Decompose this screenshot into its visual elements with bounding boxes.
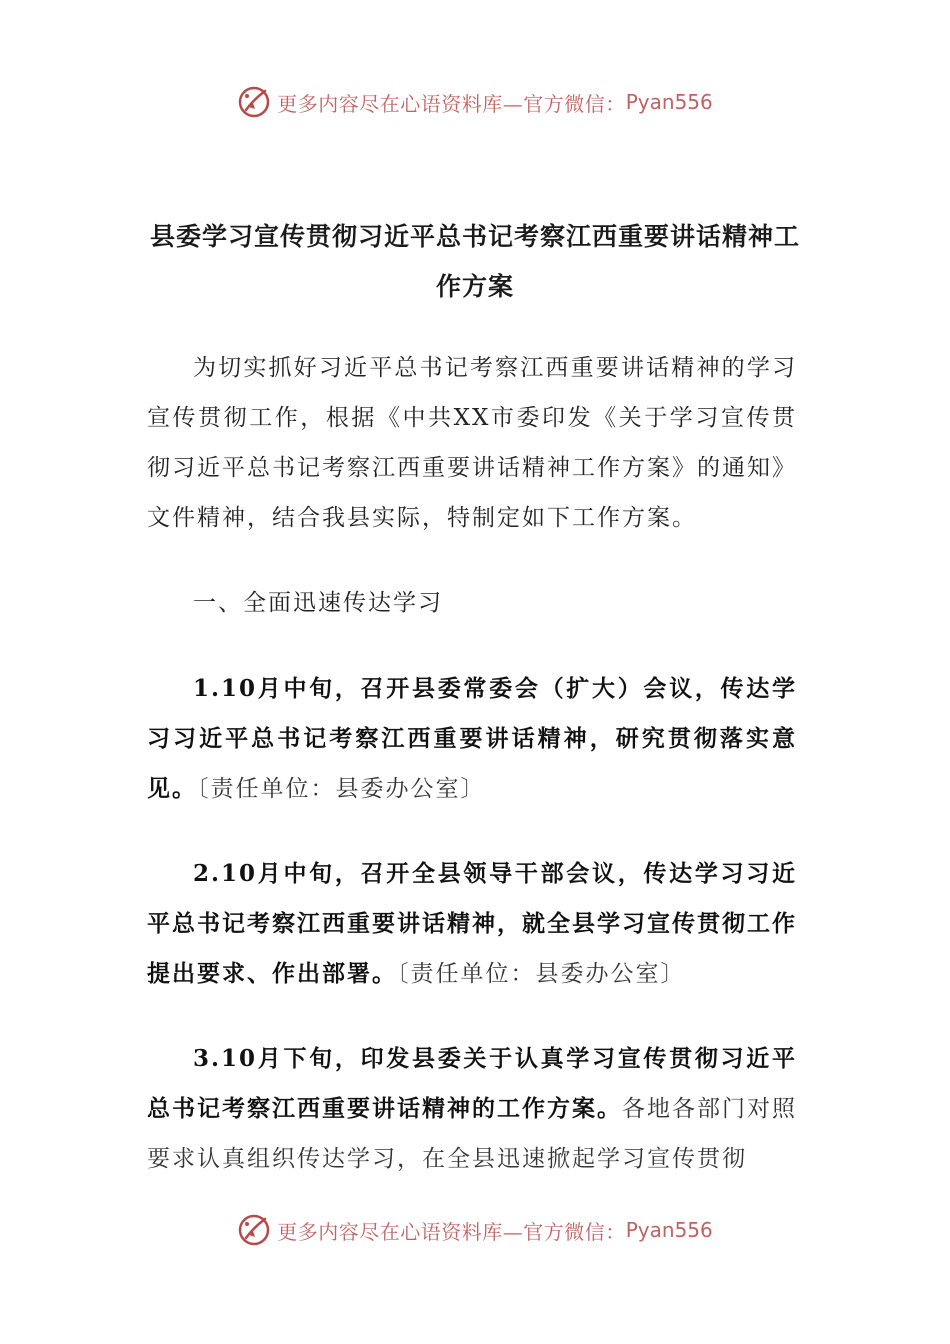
list-item-2	[147, 849, 797, 999]
watermark-wechat-id: Pyan556	[625, 90, 713, 114]
quill-logo-icon	[237, 1213, 271, 1247]
header-watermark	[0, 80, 950, 124]
intro-paragraph: 为切实抓好习近平总书记考察江西重要讲话精神的学习宣传贯彻工作，根据《中共XX市委印发《关于学习宣传贯彻习近平总书记考察江西重要讲话精神工作方案》的通知》文件精神，结合我县实际，特制定如下工作方案。	[147, 355, 797, 531]
watermark-text: 更多内容尽在心语资料库—官方微信：	[277, 1219, 626, 1244]
list-item-1-responsible: 〔责任单位：县委办公室〕	[197, 776, 486, 802]
list-item-3-main: 3.10月下旬，印发县委关于认真学习宣传贯彻习近平总书记考察江西重要讲话精神的工作方案。	[147, 1045, 797, 1122]
list-item-2-responsible: 〔责任单位：县委办公室〕	[397, 961, 686, 987]
quill-logo-icon	[237, 85, 271, 119]
watermark-wechat-id: Pyan556	[625, 1218, 713, 1242]
list-item-3-detail: 各地各部门对照要求认真组织传达学习，在全县迅速掀起学习宣传贯彻	[147, 1096, 797, 1172]
footer-watermark	[0, 1208, 950, 1252]
section-heading-1: 一、全面迅速传达学习	[193, 590, 443, 616]
document-title: 县委学习宣传贯彻习近平总书记考察江西重要讲话精神工作方案	[149, 222, 800, 301]
list-item-2-main: 2.10月中旬，召开全县领导干部会议，传达学习习近平总书记考察江西重要讲话精神，就全县学习宣传贯彻工作提出要求、作出部署。	[147, 860, 797, 987]
list-item-3	[147, 1034, 797, 1184]
watermark-text: 更多内容尽在心语资料库—官方微信：	[277, 91, 626, 116]
list-item-1	[147, 664, 797, 814]
list-item-1-main: 1.10月中旬，召开县委常委会（扩大）会议，传达学习习近平总书记考察江西重要讲话精神，研究贯彻落实意见。	[147, 675, 797, 802]
